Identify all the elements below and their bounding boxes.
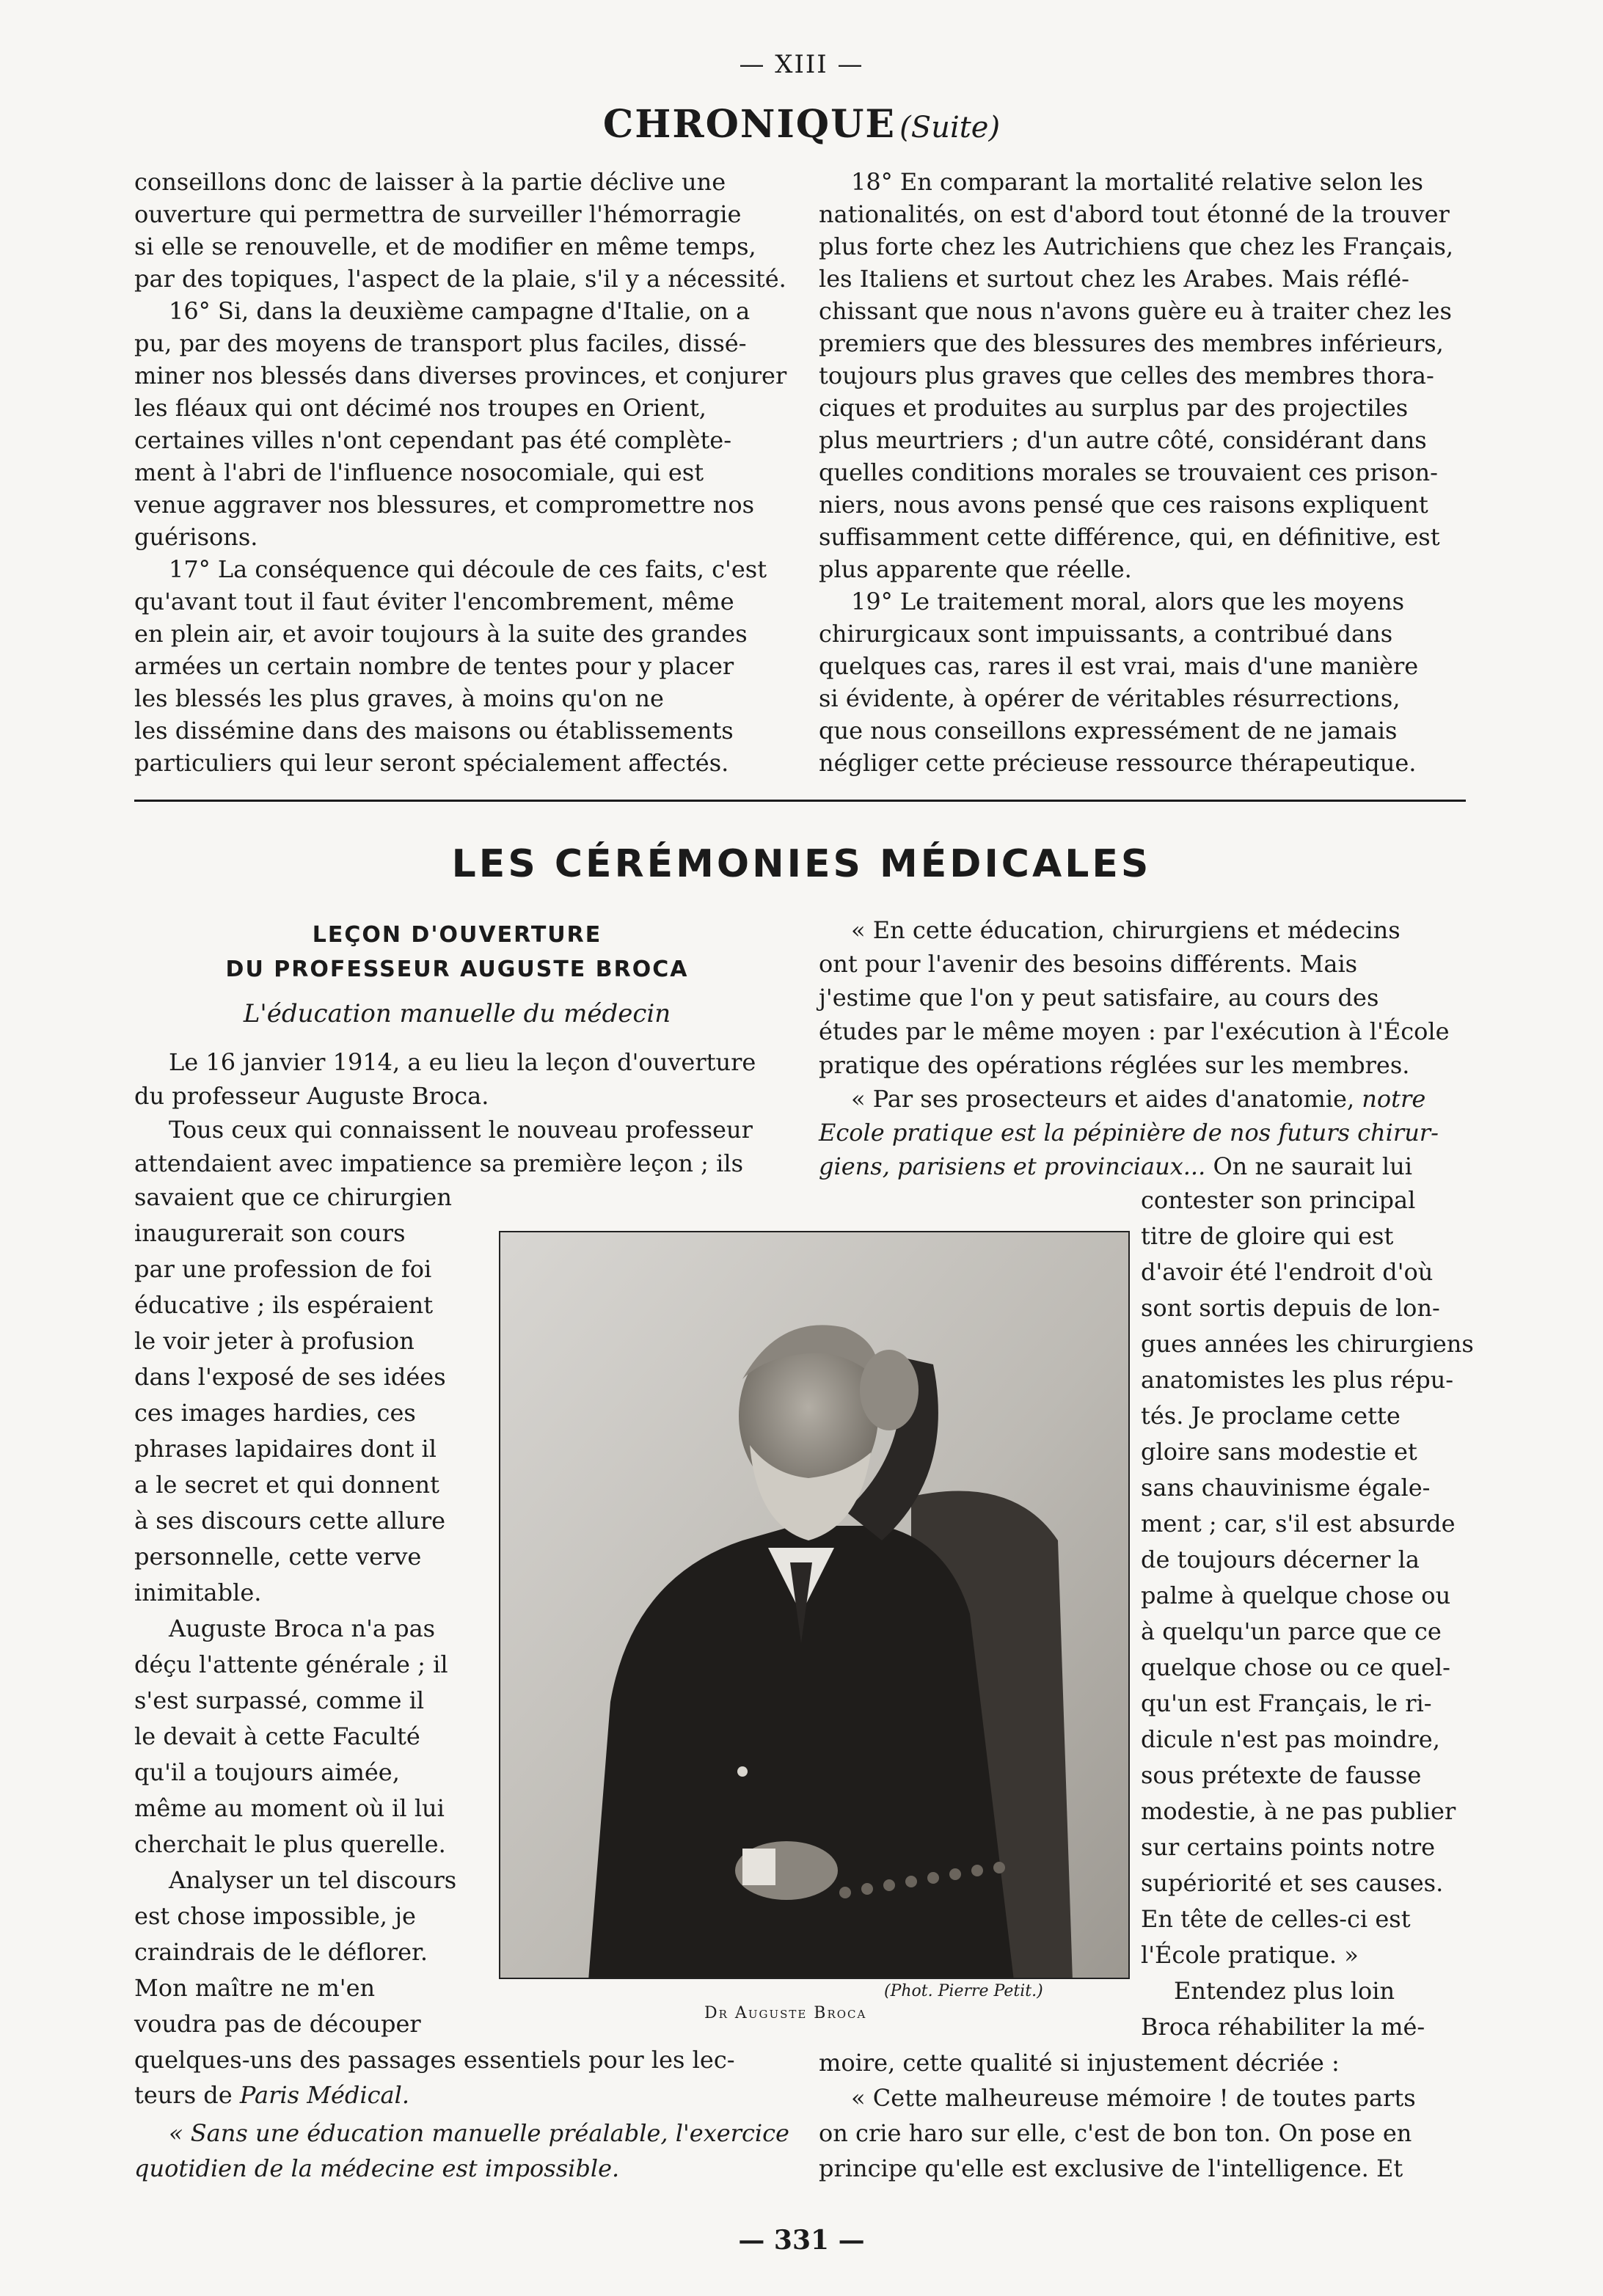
text-line: En tête de celles-ci est [1141, 1905, 1411, 1933]
text-line: sont sortis depuis de lon- [1141, 1294, 1440, 1322]
text-line: quelles conditions morales se trouvaient ces prison- [819, 458, 1438, 486]
text-line: inimitable. [134, 1579, 262, 1606]
text-line: Analyser un tel discours [169, 1866, 457, 1894]
journal-title: Paris Médical. [239, 2081, 410, 2109]
text-line: en plein air, et avoir toujours à la suite des grandes [134, 620, 748, 648]
text-line: s'est surpassé, comme il [134, 1686, 425, 1714]
text-line: suffisamment cette différence, qui, en définitive, est [819, 523, 1440, 551]
portrait-image [500, 1232, 1130, 1979]
text-line: savaient que ce chirurgien [134, 1183, 452, 1211]
text-line: par une profession de foi [134, 1255, 432, 1283]
text-line: supériorité et ses causes. [1141, 1869, 1444, 1897]
section-title: LES CÉRÉMONIES MÉDICALES [451, 842, 1152, 886]
text-line: principe qu'elle est exclusive de l'intelligence. Et [819, 2154, 1403, 2182]
text-line: tés. Je proclame cette [1141, 1402, 1401, 1430]
text-line: les blessés les plus graves, à moins qu'on ne [134, 684, 664, 712]
text-line: négliger cette précieuse ressource thérapeutique. [819, 749, 1417, 777]
photo-caption: Dr Auguste Broca [704, 2004, 867, 2022]
text-line: éducative ; ils espéraient [134, 1291, 434, 1319]
text-line: on crie haro sur elle, c'est de bon ton. On pose en [819, 2119, 1412, 2147]
text-line: l'École pratique. » [1141, 1941, 1359, 1969]
text-line: miner nos blessés dans diverses provinces, et conjurer [134, 362, 787, 390]
text-line: titre de gloire qui est [1141, 1222, 1394, 1250]
text-line: dicule n'est pas moindre, [1141, 1725, 1440, 1753]
text-line: les fléaux qui ont décimé nos troupes en Orient, [134, 394, 706, 422]
text-line: niers, nous avons pensé que ces raisons expliquent [819, 491, 1428, 519]
text-line: 16° Si, dans la deuxième campagne d'Italie, on a [169, 297, 751, 325]
text-line: j'estime que l'on y peut satisfaire, au cours des [819, 984, 1379, 1012]
text-line: 19° Le traitement moral, alors que les moyens [851, 588, 1405, 615]
text-line: inaugurerait son cours [134, 1219, 406, 1247]
text-line: sur certains points notre [1141, 1833, 1436, 1861]
text-line: personnelle, cette verve [134, 1543, 422, 1571]
text-line: que nous conseillons expressément de ne jamais [819, 717, 1398, 745]
text-fragment: « Par ses prosecteurs et aides d'anatomie, [851, 1085, 1355, 1113]
text-line: qu'un est Français, le ri- [1141, 1689, 1432, 1717]
text-line: phrases lapidaires dont il [134, 1435, 437, 1463]
text-line: les dissémine dans des maisons ou établissements [134, 717, 734, 745]
section-divider [134, 800, 1466, 802]
text-line: attendaient avec impatience sa première leçon ; ils [134, 1149, 744, 1177]
text-line: les Italiens et surtout chez les Arabes. Mais réflé- [819, 265, 1409, 293]
text-line: d'avoir été l'endroit d'où [1141, 1258, 1434, 1286]
text-line: voudra pas de découper [134, 2010, 421, 2038]
text-line [851, 1084, 1425, 1114]
text-line: « Sans une éducation manuelle préalable, l'exercice [169, 2119, 789, 2147]
text-line: conseillons donc de laisser à la partie déclive une [134, 168, 726, 196]
text-line: le devait à cette Faculté [134, 1722, 420, 1750]
text-line: quelques cas, rares il est vrai, mais d'une manière [819, 652, 1419, 680]
text-line: modestie, à ne pas publier [1141, 1797, 1456, 1825]
text-line: Tous ceux qui connaissent le nouveau professeur [169, 1116, 753, 1144]
text-fragment: giens, parisiens et provinciaux... [819, 1152, 1206, 1180]
text-line: quelque chose ou ce quel- [1141, 1653, 1450, 1681]
text-line: si évidente, à opérer de véritables résurrections, [819, 684, 1401, 712]
text-line: Auguste Broca n'a pas [169, 1615, 436, 1642]
text-line: chissant que nous n'avons guère eu à traiter chez les [819, 297, 1452, 325]
text-line: du professeur Auguste Broca. [134, 1082, 489, 1110]
text-line: sous prétexte de fausse [1141, 1761, 1422, 1789]
text-line: quelques-uns des passages essentiels pour les lec- [134, 2046, 735, 2074]
text-line: pu, par des moyens de transport plus faciles, dissé- [134, 329, 747, 357]
portrait-photo [499, 1231, 1130, 1979]
text-fragment: On ne saurait lui [1213, 1152, 1412, 1180]
text-line: 17° La conséquence qui découle de ces faits, c'est [169, 555, 767, 583]
text-line: de toujours décerner la [1141, 1546, 1420, 1573]
roman-page-number: — XIII — [739, 50, 864, 79]
text-line: pratique des opérations réglées sur les membres. [819, 1051, 1410, 1079]
text-line: qu'avant tout il faut éviter l'encombrement, même [134, 588, 734, 615]
text-line: si elle se renouvelle, et de modifier en même temps, [134, 233, 756, 260]
text-line: sans chauvinisme égale- [1141, 1474, 1431, 1502]
article-subheading: L'éducation manuelle du médecin [243, 999, 671, 1028]
text-line: Ecole pratique est la pépinière de nos futurs chirur- [819, 1119, 1439, 1147]
text-line: plus meurtriers ; d'un autre côté, considérant dans [819, 426, 1427, 454]
text-line: Broca réhabiliter la mé- [1141, 2013, 1425, 2041]
text-line: guérisons. [134, 523, 258, 551]
text-line: est chose impossible, je [134, 1902, 416, 1930]
text-line: déçu l'attente générale ; il [134, 1650, 448, 1678]
text-line: « Cette malheureuse mémoire ! de toutes parts [851, 2084, 1416, 2112]
text-line: chirurgicaux sont impuissants, a contribué dans [819, 620, 1393, 648]
text-line: armées un certain nombre de tentes pour y placer [134, 652, 734, 680]
text-line: plus forte chez les Autrichiens que chez les Français, [819, 233, 1454, 260]
text-line: ces images hardies, ces [134, 1399, 416, 1427]
text-line: ciques et produites au surplus par des projectiles [819, 394, 1409, 422]
text-line: qu'il a toujours aimée, [134, 1758, 400, 1786]
text-line: Le 16 janvier 1914, a eu lieu la leçon d'ouverture [169, 1048, 756, 1076]
chronique-suite: (Suite) [899, 111, 1001, 145]
chronique-heading [0, 103, 1603, 147]
text-line: même au moment où il lui [134, 1794, 445, 1822]
text-line: 18° En comparant la mortalité relative selon les [851, 168, 1423, 196]
text-line: dans l'exposé de ses idées [134, 1363, 446, 1391]
text-line: études par le même moyen : par l'exécution à l'École [819, 1017, 1450, 1045]
text-line: venue aggraver nos blessures, et compromettre nos [134, 491, 755, 519]
text-line: plus apparente que réelle. [819, 555, 1132, 583]
text-line: « En cette éducation, chirurgiens et médecins [851, 916, 1401, 944]
chronique-title: CHRONIQUE [602, 102, 897, 147]
text-line: gloire sans modestie et [1141, 1438, 1417, 1466]
text-line: premiers que des blessures des membres inférieurs, [819, 329, 1444, 357]
text-line: cherchait le plus querelle. [134, 1830, 446, 1858]
text-line: anatomistes les plus répu- [1141, 1366, 1454, 1394]
text-line: a le secret et qui donnent [134, 1471, 439, 1499]
text-line: contester son principal [1141, 1186, 1416, 1214]
text-line: certaines villes n'ont cependant pas été complète- [134, 426, 732, 454]
text-line: moire, cette qualité si injustement décriée : [819, 2049, 1340, 2077]
text-fragment: notre [1362, 1085, 1426, 1113]
text-line: Entendez plus loin [1174, 1977, 1395, 2005]
text-line [819, 1152, 1412, 1181]
text-line: gues années les chirurgiens [1141, 1330, 1474, 1358]
text-line: quotidien de la médecine est impossible. [134, 2154, 620, 2182]
text-line: ont pour l'avenir des besoins différents. Mais [819, 950, 1358, 978]
photo-credit: (Phot. Pierre Petit.) [884, 1982, 1043, 2000]
text-line: à ses discours cette allure [134, 1507, 446, 1535]
text-line: par des topiques, l'aspect de la plaie, s'il y a nécessité. [134, 265, 786, 293]
text-line: palme à quelque chose ou [1141, 1582, 1451, 1609]
page-number: — 331 — [738, 2225, 865, 2256]
text-line [134, 2080, 409, 2110]
text-line: ment ; car, s'il est absurde [1141, 1510, 1456, 1538]
text-fragment: teurs de [134, 2081, 233, 2109]
text-line: nationalités, on est d'abord tout étonné de la trouver [819, 200, 1450, 228]
article-heading-line1: LEÇON D'OUVERTURE [312, 922, 602, 948]
text-line: toujours plus graves que celles des membres thora- [819, 362, 1434, 390]
text-line: ment à l'abri de l'influence nosocomiale, qui est [134, 458, 704, 486]
text-line: à quelqu'un parce que ce [1141, 1617, 1442, 1645]
text-line: Mon maître ne m'en [134, 1974, 376, 2002]
text-line: particuliers qui leur seront spécialement affectés. [134, 749, 729, 777]
text-line: ouverture qui permettra de surveiller l'hémorragie [134, 200, 742, 228]
text-line: craindrais de le déflorer. [134, 1938, 428, 1966]
article-heading-line2: DU PROFESSEUR AUGUSTE BROCA [225, 957, 689, 982]
text-line: le voir jeter à profusion [134, 1327, 415, 1355]
